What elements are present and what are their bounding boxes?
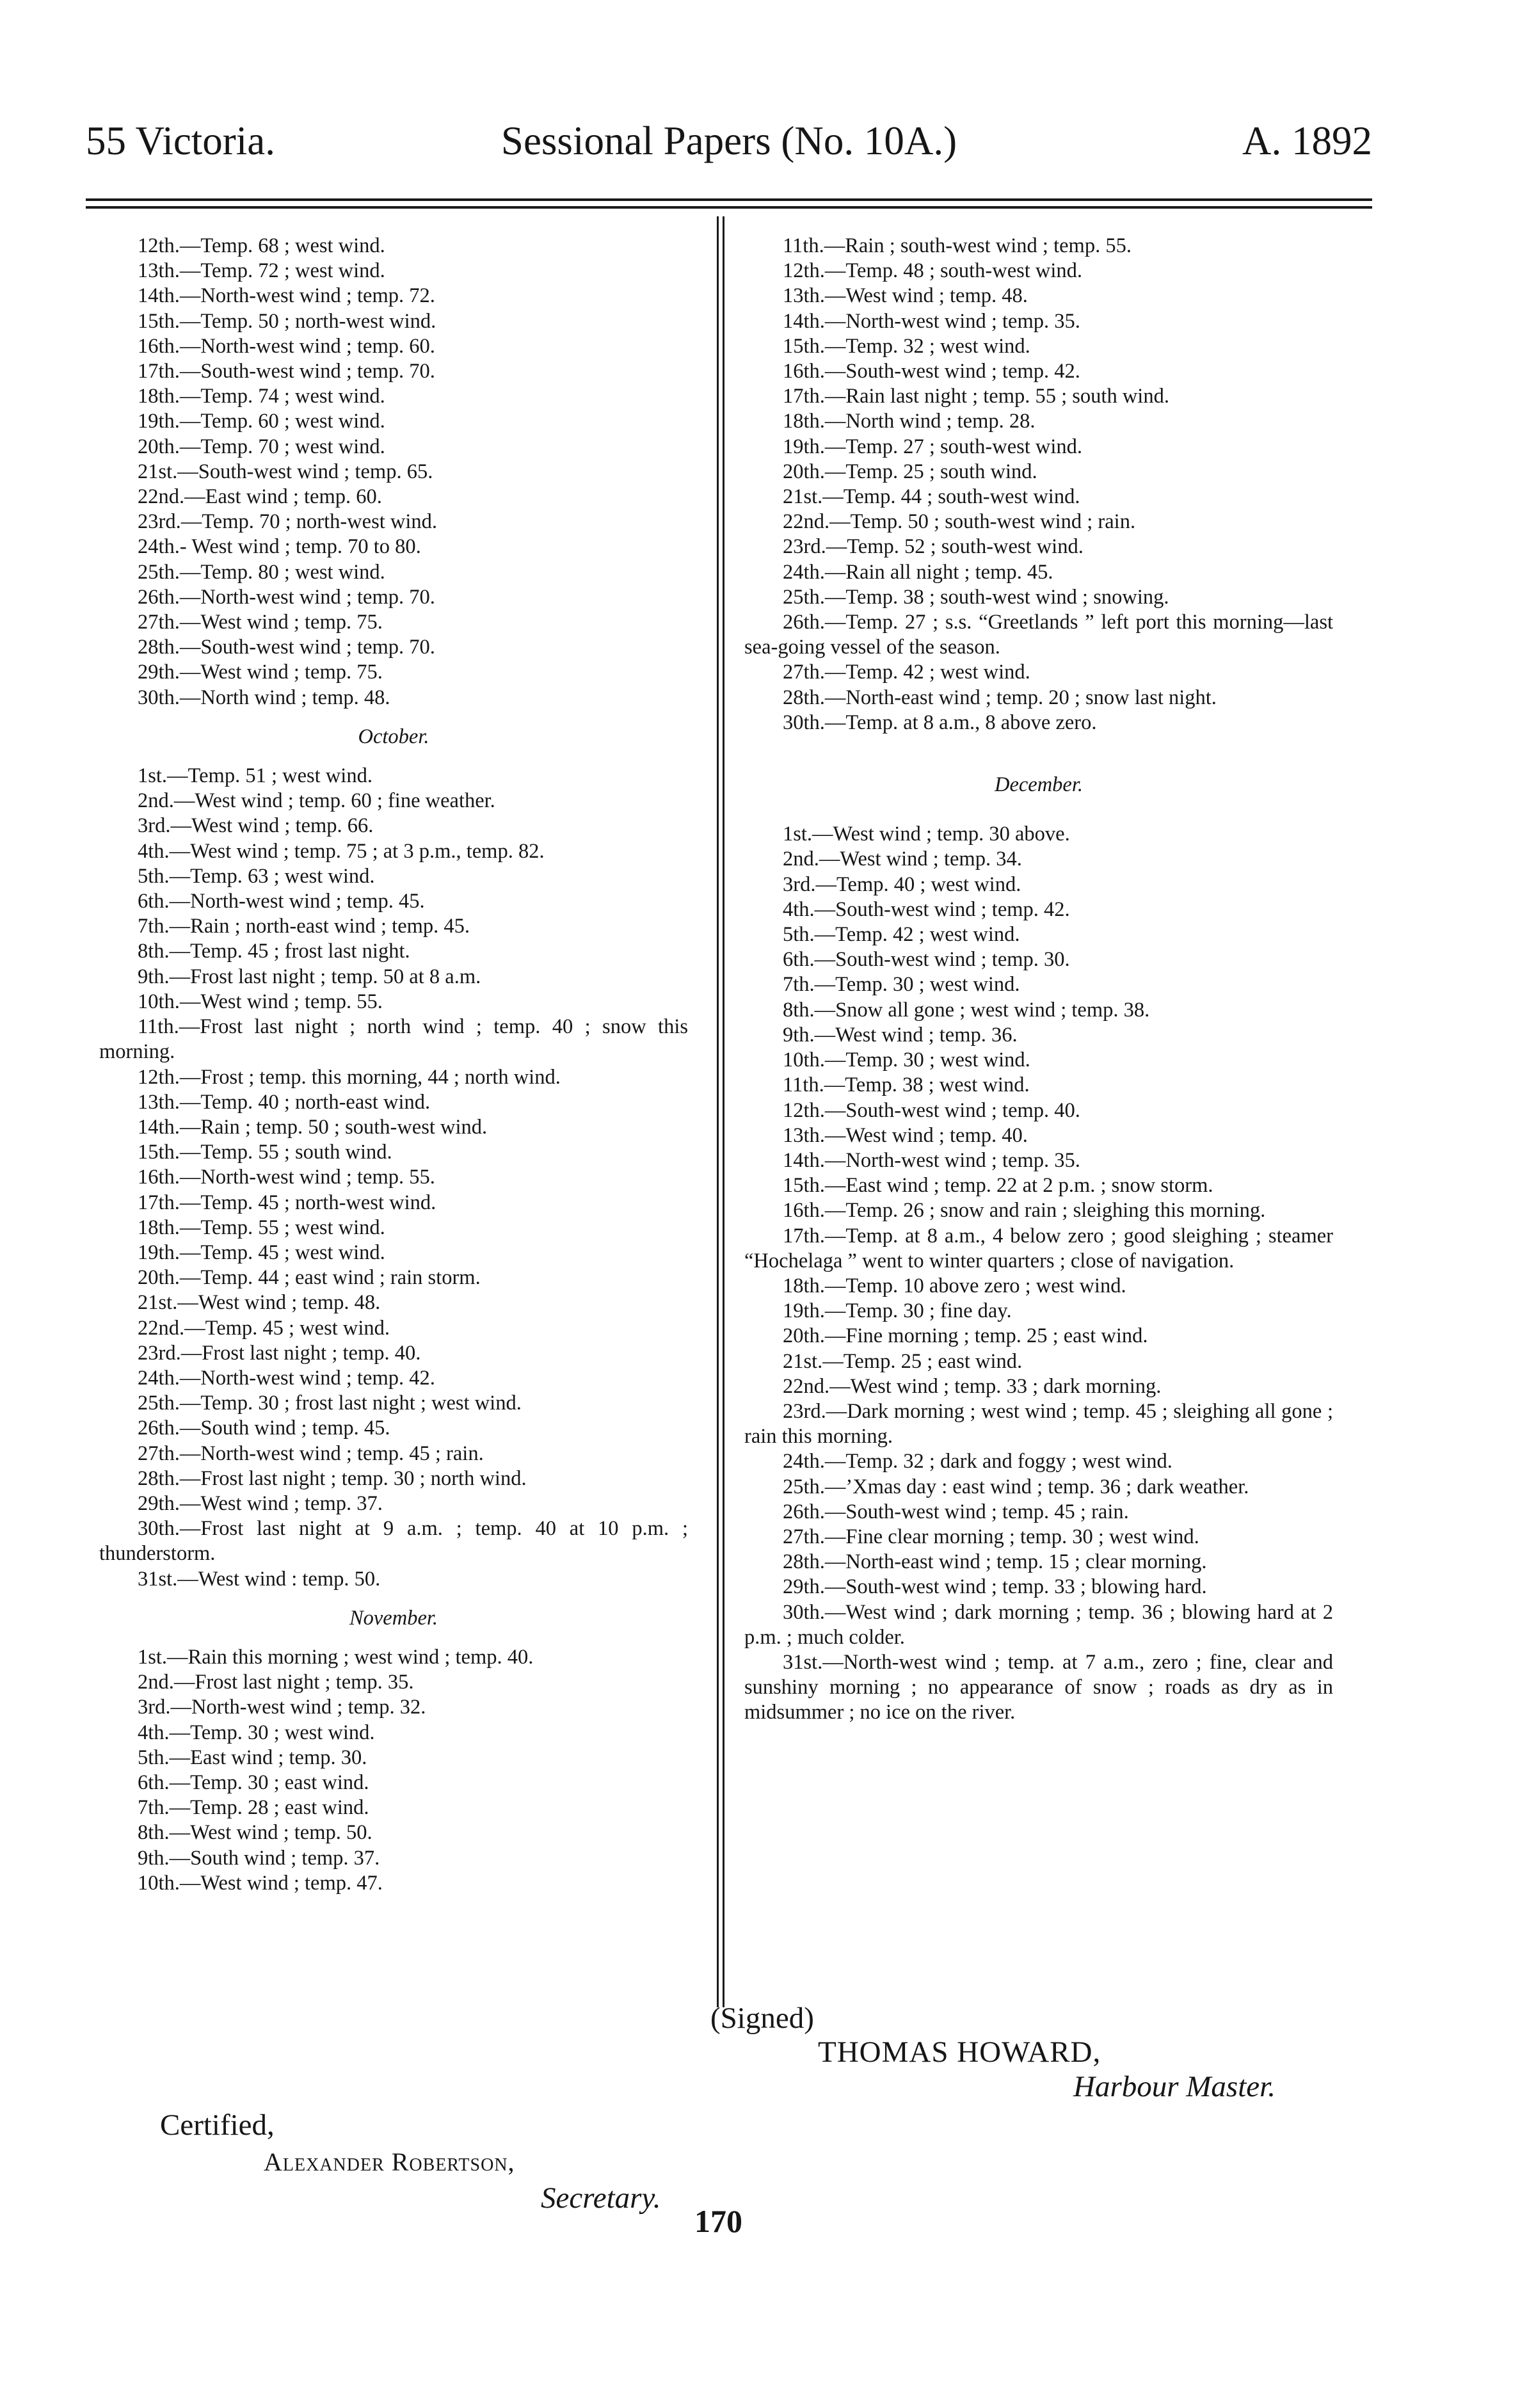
log-entry: 11th.—Rain ; south-west wind ; temp. 55.	[783, 234, 1132, 257]
log-entry: 12th.—South-west wind ; temp. 40.	[783, 1098, 1080, 1122]
log-entry: 14th.—North-west wind ; temp. 35.	[783, 1148, 1080, 1172]
log-entry: 4th.—West wind ; temp. 75 ; at 3 p.m., temp. 82.	[138, 839, 545, 863]
log-entry: 5th.—East wind ; temp. 30.	[138, 1746, 367, 1769]
log-entry: 21st.—Temp. 44 ; south-west wind.	[783, 485, 1080, 509]
right-column	[744, 234, 1333, 1726]
log-entry: 16th.—North-west wind ; temp. 55.	[138, 1166, 435, 1189]
log-entry: 20th.—Temp. 25 ; south wind.	[783, 460, 1037, 483]
log-entry: 8th.—West wind ; temp. 50.	[138, 1821, 372, 1845]
log-entry: 25th.—Temp. 38 ; south-west wind ; snowing.	[783, 585, 1169, 609]
september-list	[99, 234, 688, 710]
log-entry: 18th.—Temp. 74 ; west wind.	[138, 385, 385, 408]
log-entry: 4th.—South-west wind ; temp. 42.	[783, 897, 1070, 921]
november-list-start	[99, 1645, 688, 1896]
log-entry: 19th.—Temp. 30 ; fine day.	[783, 1299, 1012, 1323]
log-entry: 10th.—West wind ; temp. 47.	[138, 1871, 383, 1895]
log-entry: 24th.—North-west wind ; temp. 42.	[138, 1366, 435, 1390]
log-entry: 29th.—West wind ; temp. 37.	[138, 1491, 383, 1515]
log-entry: 25th.—’Xmas day : east wind ; temp. 36 ; dark weather.	[783, 1475, 1249, 1498]
log-entry: 1st.—Rain this morning ; west wind ; temp. 40.	[138, 1645, 534, 1669]
log-entry: 29th.—South-west wind ; temp. 33 ; blowing hard.	[783, 1575, 1207, 1599]
log-entry: 23rd.—Temp. 52 ; south-west wind.	[783, 535, 1084, 559]
log-entry: 8th.—Snow all gone ; west wind ; temp. 38.	[783, 998, 1150, 1022]
log-entry: 15th.—East wind ; temp. 22 at 2 p.m. ; snow storm.	[783, 1174, 1213, 1198]
log-entry: 21st.—West wind ; temp. 48.	[138, 1291, 381, 1315]
log-entry: 14th.—Rain ; temp. 50 ; south-west wind.	[138, 1115, 488, 1139]
log-entry: 17th.—Rain last night ; temp. 55 ; south wind.	[783, 385, 1169, 408]
log-entry: 17th.—Temp. at 8 a.m., 4 below zero ; good sleighing ; steamer “Hochelaga ” went to winter quarters ; close of navigation.	[744, 1224, 1333, 1272]
log-entry: 13th.—West wind ; temp. 40.	[783, 1123, 1028, 1147]
log-entry: 30th.—North wind ; temp. 48.	[138, 686, 390, 709]
header-session: 55 Victoria.	[86, 118, 275, 163]
log-entry: 7th.—Temp. 28 ; east wind.	[138, 1796, 369, 1820]
signer-name: THOMAS HOWARD,	[818, 2035, 1101, 2069]
log-entry: 22nd.—Temp. 45 ; west wind.	[138, 1316, 390, 1340]
log-entry: 30th.—West wind ; dark morning ; temp. 36 ; blowing hard at 2 p.m. ; much colder.	[744, 1600, 1333, 1649]
log-entry: 18th.—Temp. 55 ; west wind.	[138, 1216, 385, 1239]
log-entry: 8th.—Temp. 45 ; frost last night.	[138, 940, 410, 963]
log-entry: 25th.—Temp. 80 ; west wind.	[138, 560, 385, 584]
log-entry: 5th.—Temp. 63 ; west wind.	[138, 864, 375, 888]
log-entry: 26th.—Temp. 27 ; s.s. “Greetlands ” left port this morning—last sea-going vessel of the season.	[744, 611, 1333, 659]
log-entry: 18th.—North wind ; temp. 28.	[783, 410, 1036, 433]
certified-label: Certified,	[160, 2108, 275, 2142]
month-heading-november: November.	[349, 1606, 438, 1630]
page-number: 170	[694, 2203, 742, 2239]
log-entry: 13th.—Temp. 40 ; north-east wind.	[138, 1090, 431, 1114]
log-entry: 26th.—South wind ; temp. 45.	[138, 1417, 390, 1440]
log-entry: 3rd.—North-west wind ; temp. 32.	[138, 1696, 426, 1719]
log-entry: 22nd.—West wind ; temp. 33 ; dark morning.	[783, 1374, 1162, 1398]
log-entry: 27th.—Temp. 42 ; west wind.	[783, 661, 1030, 684]
log-entry: 26th.—North-west wind ; temp. 70.	[138, 585, 435, 609]
log-entry: 25th.—Temp. 30 ; frost last night ; west wind.	[138, 1392, 522, 1415]
log-entry: 1st.—Temp. 51 ; west wind.	[138, 764, 372, 788]
log-entry: 1st.—West wind ; temp. 30 above.	[783, 823, 1070, 846]
log-entry: 19th.—Temp. 60 ; west wind.	[138, 410, 385, 433]
log-entry: 7th.—Rain ; north-east wind ; temp. 45.	[138, 915, 470, 938]
log-entry: 10th.—Temp. 30 ; west wind.	[783, 1048, 1030, 1072]
log-entry: 7th.—Temp. 30 ; west wind.	[783, 973, 1020, 997]
log-entry: 12th.—Frost ; temp. this morning, 44 ; north wind.	[138, 1065, 561, 1089]
november-list-continued	[744, 234, 1333, 735]
column-divider	[717, 216, 724, 2007]
certifier-name: Alexander Robertson,	[264, 2147, 515, 2176]
log-entry: 16th.—Temp. 26 ; snow and rain ; sleighing this morning.	[783, 1199, 1266, 1223]
log-entry: 12th.—Temp. 48 ; south-west wind.	[783, 259, 1083, 283]
log-entry: 28th.—North-east wind ; temp. 15 ; clear morning.	[783, 1550, 1207, 1574]
log-entry: 31st.—West wind : temp. 50.	[138, 1567, 381, 1591]
log-entry: 14th.—North-west wind ; temp. 72.	[138, 284, 435, 308]
log-entry: 2nd.—West wind ; temp. 60 ; fine weather.	[138, 789, 495, 813]
log-entry: 3rd.—West wind ; temp. 66.	[138, 814, 374, 838]
log-entry: 12th.—Temp. 68 ; west wind.	[138, 234, 385, 257]
running-header	[86, 115, 1372, 166]
log-entry: 13th.—Temp. 72 ; west wind.	[138, 259, 385, 283]
log-entry: 16th.—South-west wind ; temp. 42.	[783, 360, 1080, 383]
log-entry: 19th.—Temp. 27 ; south-west wind.	[783, 435, 1083, 458]
log-entry: 11th.—Frost last night ; north wind ; temp. 40 ; snow this morning.	[99, 1015, 688, 1064]
log-entry: 6th.—Temp. 30 ; east wind.	[138, 1770, 369, 1794]
log-entry: 15th.—Temp. 50 ; north-west wind.	[138, 309, 436, 333]
log-entry: 30th.—Frost last night at 9 a.m. ; temp. 40 at 10 p.m. ; thunderstorm.	[99, 1517, 688, 1566]
log-entry: 3rd.—Temp. 40 ; west wind.	[783, 872, 1021, 896]
header-title: Sessional Papers (No. 10A.)	[500, 118, 957, 163]
october-list	[99, 764, 688, 1592]
log-entry: 26th.—South-west wind ; temp. 45 ; rain.	[783, 1500, 1129, 1523]
log-entry: 14th.—North-west wind ; temp. 35.	[783, 309, 1080, 333]
log-entry: 27th.—North-west wind ; temp. 45 ; rain.	[138, 1441, 484, 1465]
log-entry: 24th.—Temp. 32 ; dark and foggy ; west wind.	[783, 1450, 1172, 1473]
log-entry: 21st.—Temp. 25 ; east wind.	[783, 1349, 1023, 1373]
log-entry: 10th.—West wind ; temp. 55.	[138, 990, 383, 1013]
log-entry: 15th.—Temp. 32 ; west wind.	[783, 334, 1030, 358]
certifier-title: Secretary.	[541, 2181, 661, 2215]
month-heading-october: October.	[358, 725, 429, 748]
log-entry: 22nd.—Temp. 50 ; south-west wind ; rain.	[783, 510, 1136, 534]
log-entry: 13th.—West wind ; temp. 48.	[783, 284, 1028, 308]
log-entry: 17th.—South-west wind ; temp. 70.	[138, 360, 435, 383]
month-heading-december: December.	[994, 773, 1084, 797]
log-entry: 15th.—Temp. 55 ; south wind.	[138, 1141, 392, 1164]
header-rule-top	[86, 198, 1372, 201]
log-entry: 20th.—Temp. 70 ; west wind.	[138, 435, 385, 458]
log-entry: 27th.—West wind ; temp. 75.	[138, 611, 383, 634]
log-entry: 6th.—South-west wind ; temp. 30.	[783, 948, 1070, 972]
header-rule-bottom	[86, 206, 1372, 209]
log-entry: 24th.- West wind ; temp. 70 to 80.	[138, 535, 421, 559]
log-entry: 28th.—North-east wind ; temp. 20 ; snow last night.	[783, 686, 1217, 709]
signer-title: Harbour Master.	[1073, 2070, 1276, 2103]
log-entry: 28th.—Frost last night ; temp. 30 ; north wind.	[138, 1466, 527, 1490]
log-entry: 6th.—North-west wind ; temp. 45.	[138, 890, 425, 913]
log-entry: 19th.—Temp. 45 ; west wind.	[138, 1240, 385, 1264]
log-entry: 11th.—Temp. 38 ; west wind.	[783, 1073, 1030, 1097]
log-entry: 24th.—Rain all night ; temp. 45.	[783, 560, 1053, 584]
log-entry: 17th.—Temp. 45 ; north-west wind.	[138, 1191, 436, 1214]
log-entry: 4th.—Temp. 30 ; west wind.	[138, 1721, 375, 1744]
log-entry: 20th.—Temp. 44 ; east wind ; rain storm.	[138, 1266, 481, 1290]
log-entry: 2nd.—Frost last night ; temp. 35.	[138, 1671, 414, 1694]
log-entry: 21st.—South-west wind ; temp. 65.	[138, 460, 433, 483]
log-entry: 29th.—West wind ; temp. 75.	[138, 661, 383, 684]
log-entry: 16th.—North-west wind ; temp. 60.	[138, 334, 435, 358]
signed-label: (Signed)	[710, 2002, 814, 2035]
log-entry: 23rd.—Frost last night ; temp. 40.	[138, 1341, 421, 1365]
log-entry: 23rd.—Dark morning ; west wind ; temp. 45 ; sleighing all gone ; rain this morning.	[744, 1399, 1333, 1449]
log-entry: 9th.—South wind ; temp. 37.	[138, 1846, 380, 1870]
log-entry: 28th.—South-west wind ; temp. 70.	[138, 636, 435, 659]
log-entry: 18th.—Temp. 10 above zero ; west wind.	[783, 1274, 1126, 1297]
log-entry: 9th.—West wind ; temp. 36.	[783, 1023, 1018, 1047]
log-entry: 2nd.—West wind ; temp. 34.	[783, 847, 1022, 871]
log-entry: 30th.—Temp. at 8 a.m., 8 above zero.	[783, 710, 1097, 734]
log-entry: 22nd.—East wind ; temp. 60.	[138, 485, 382, 509]
log-entry: 5th.—Temp. 42 ; west wind.	[783, 923, 1020, 947]
log-entry: 27th.—Fine clear morning ; temp. 30 ; west wind.	[783, 1525, 1199, 1548]
log-entry: 9th.—Frost last night ; temp. 50 at 8 a.m.	[138, 965, 481, 988]
log-entry: 20th.—Fine morning ; temp. 25 ; east wind.	[783, 1324, 1148, 1348]
left-column	[99, 234, 688, 1896]
header-year: A. 1892	[1242, 118, 1372, 163]
december-list	[744, 822, 1333, 1725]
log-entry: 31st.—North-west wind ; temp. at 7 a.m., zero ; fine, clear and sunshiny morning ; no appearance of snow ; roads as dry as in midsummer ; no ice on the river.	[744, 1650, 1333, 1724]
log-entry: 23rd.—Temp. 70 ; north-west wind.	[138, 510, 438, 534]
